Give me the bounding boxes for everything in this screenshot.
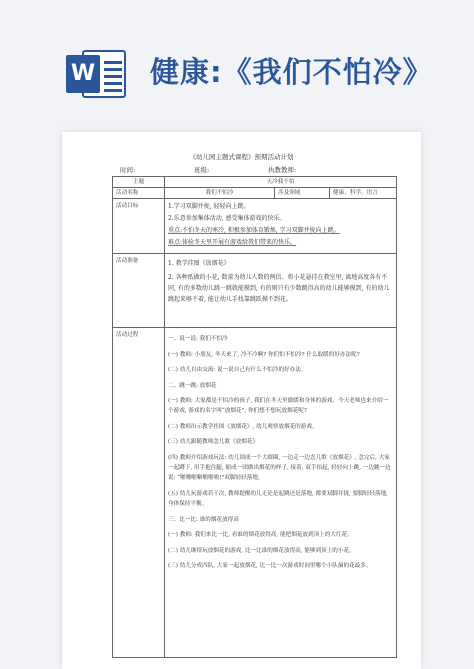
prep-item: 1. 教学挂图《放烟花》 — [168, 260, 230, 268]
process-step: 三、比一比: 谁的烟花放得高 — [168, 516, 239, 523]
prep-content — [165, 254, 397, 328]
banner-title: 健康:《我们不怕冷》 — [150, 55, 433, 89]
process-step: (一) 教师: 小朋友, 冬天来了, 冷不冷啊? 你们怕不怕冷? 什么取暖的好办法呢? — [168, 351, 360, 358]
goals-label: 活动目标 — [113, 199, 165, 254]
theme-value: 天冷我不怕 — [165, 177, 397, 188]
process-label: 活动过程 — [113, 328, 165, 658]
process-step: (一) 教师: 大家都是不怕冷的孩子, 我们在冬天里做暖和身体的游戏。今天老师也来介绍一个游戏, 游戏的名字叫“放烟花”, 你们想不想玩放烟花呢? — [168, 398, 389, 415]
word-logo-letter: W — [66, 55, 100, 93]
meta-teacher: 执教教师: — [268, 166, 297, 174]
table-row-activity — [113, 188, 397, 199]
goal-difficulty: 难点:体验冬天里开展有游戏给我们带来的快乐。 — [168, 239, 297, 247]
document-page — [62, 132, 421, 669]
document-title: 《幼儿园主题式课程》预期活动计划 — [189, 153, 294, 161]
table-row-prep — [113, 254, 397, 328]
process-step: (三) 幼儿分成四队, 大家一起放烟花, 比一比一次游戏时间里哪个小队摘的花最多。 — [168, 562, 372, 569]
process-step: 二、跳一跳: 放烟花 — [168, 382, 217, 389]
table-row-theme — [113, 177, 397, 188]
table-row-process — [113, 328, 397, 658]
process-content — [165, 328, 397, 658]
activity-name-value: 我们不怕冷 — [165, 188, 275, 199]
goal-key-point: 重点:不怕冬天的寒冷, 积极参加体育锻炼, 学习双脚并拢向上跳。 — [168, 227, 340, 235]
prep-label: 活动准备 — [113, 254, 165, 328]
table-row-goals — [113, 199, 397, 254]
goals-content — [165, 199, 397, 254]
prep-item: 2. 各种纸做的小花, 数量为幼儿人数的两倍。将小花悬挂在教室里, 离地高度各有不同, 有的多数幼儿跳一跳就能摸到, 有的则只有少数跳得高的幼儿能够摸到, 有的幼儿跳起来够不着, 能让幼儿手找靠跳跃摸不到花。 — [168, 274, 390, 304]
goal-item: 2.乐意参加集体活动, 感受集体游戏的快乐。 — [168, 215, 286, 223]
process-step: 一、说一说: 我们不怕冷 — [168, 336, 228, 343]
domain-label: 涉及领域 — [275, 188, 330, 199]
activity-name-label: 活动名称 — [113, 188, 165, 199]
banner — [0, 0, 474, 120]
process-step: (二) 幼儿继续玩放烟花的游戏, 比一比谁的烟花放得高, 能够到顶上的小花。 — [168, 547, 355, 554]
process-step: (五) 幼儿玩游戏若干次, 教师提醒幼儿无论是起跳还是落地, 都要双脚并拢, 要脚轻轻落地, 身体保持平衡。 — [168, 490, 388, 508]
process-step: (四) 教师介绍游戏玩法: 幼儿围成一个大圆圈, 一边走一边念儿歌《放烟花》, 念完后, 大家一起蹲下, 用手抱住腿, 缩成一团做出烟花的样子, 接着, 双手抬起, 轻轻向上跳, 一边跳一边说: “啪啪啪噼啪啪啦!”双脚轻轻落地。 — [168, 454, 391, 482]
process-step: (二) 教师出示教学挂图《放烟花》, 幼儿观察放烟花的游戏。 — [168, 423, 318, 430]
theme-label: 主题 — [113, 177, 165, 188]
activity-plan-table — [112, 176, 397, 658]
word-document-icon — [66, 46, 128, 102]
meta-time: 时间: — [120, 166, 136, 174]
process-step: (二) 幼儿自由交流: 说一说自己有什么不怕冷的好办法。 — [168, 367, 307, 374]
goal-item: 1.学习双脚并拢, 轻轻向上跳。 — [168, 203, 250, 211]
domain-value: 健康、科学、语言 — [330, 188, 397, 199]
process-step: (一) 教师: 我们来比一比, 看谁的烟花放得高, 能把烟花放到顶上的大红花。 — [168, 532, 353, 539]
process-step: (三) 幼儿跟随教师念儿歌《放烟花》 — [168, 439, 259, 446]
meta-class: 班级: — [194, 166, 210, 174]
